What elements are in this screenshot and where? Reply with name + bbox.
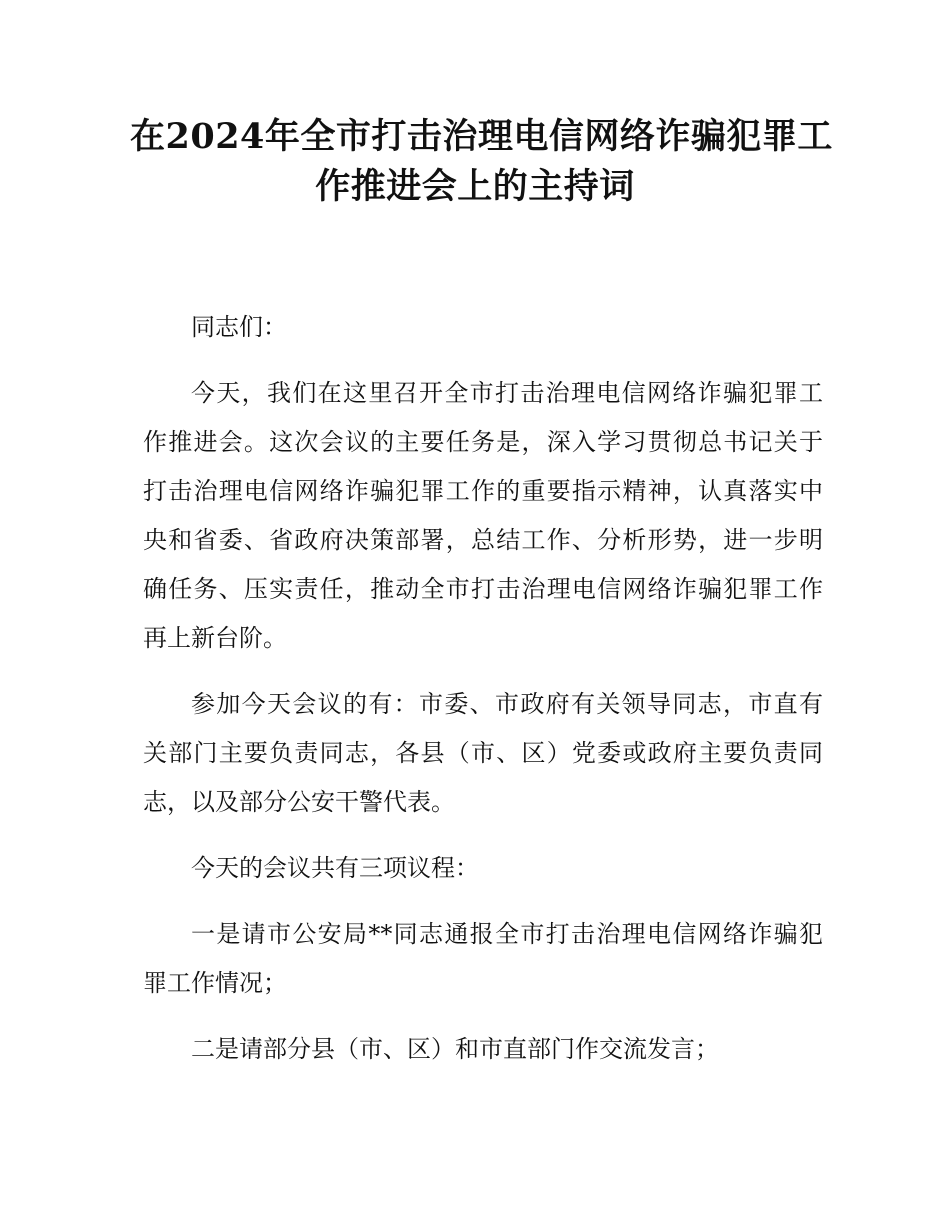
paragraph-agenda-intro [143,844,823,893]
paragraph-line: 罪工作情况； [143,969,287,997]
paragraph-line: 今天，我们在这里召开全市打击治理电信网络诈骗犯罪工 [191,379,823,407]
paragraph-attendees [143,680,823,827]
paragraph-salutation [143,303,823,352]
paragraph-line: 今天的会议共有三项议程： [191,854,479,882]
title-line-2: 作推进会上的主持词 [315,166,635,207]
title-line-1: 在2024年全市打击治理电信网络诈骗犯罪工 [130,116,833,157]
paragraph-line: 作推进会。这次会议的主要任务是，深入学习贯彻总书记关于 [143,428,823,456]
paragraph-line: 二是请部分县（市、区）和市直部门作交流发言； [191,1035,719,1063]
paragraph-agenda-item-2 [143,1025,823,1074]
paragraph-line: 确任务、压实责任，推动全市打击治理电信网络诈骗犯罪工作 [143,575,823,603]
document-title [130,112,833,212]
paragraph-line: 再上新台阶。 [143,624,287,652]
paragraph-purpose [143,369,823,663]
paragraph-line: 一是请市公安局**同志通报全市打击治理电信网络诈骗犯 [191,920,823,948]
paragraph-line: 央和省委、省政府决策部署，总结工作、分析形势，进一步明 [143,526,823,554]
paragraph-agenda-item-1 [143,910,823,1008]
paragraph-line: 同志们： [191,313,287,341]
paragraph-line: 打击治理电信网络诈骗犯罪工作的重要指示精神，认真落实中 [143,477,823,505]
paragraph-line: 志，以及部分公安干警代表。 [143,788,455,816]
paragraph-line: 参加今天会议的有：市委、市政府有关领导同志，市直有 [191,690,823,718]
paragraph-line: 关部门主要负责同志，各县（市、区）党委或政府主要负责同 [143,739,823,767]
document-body [143,303,823,1091]
